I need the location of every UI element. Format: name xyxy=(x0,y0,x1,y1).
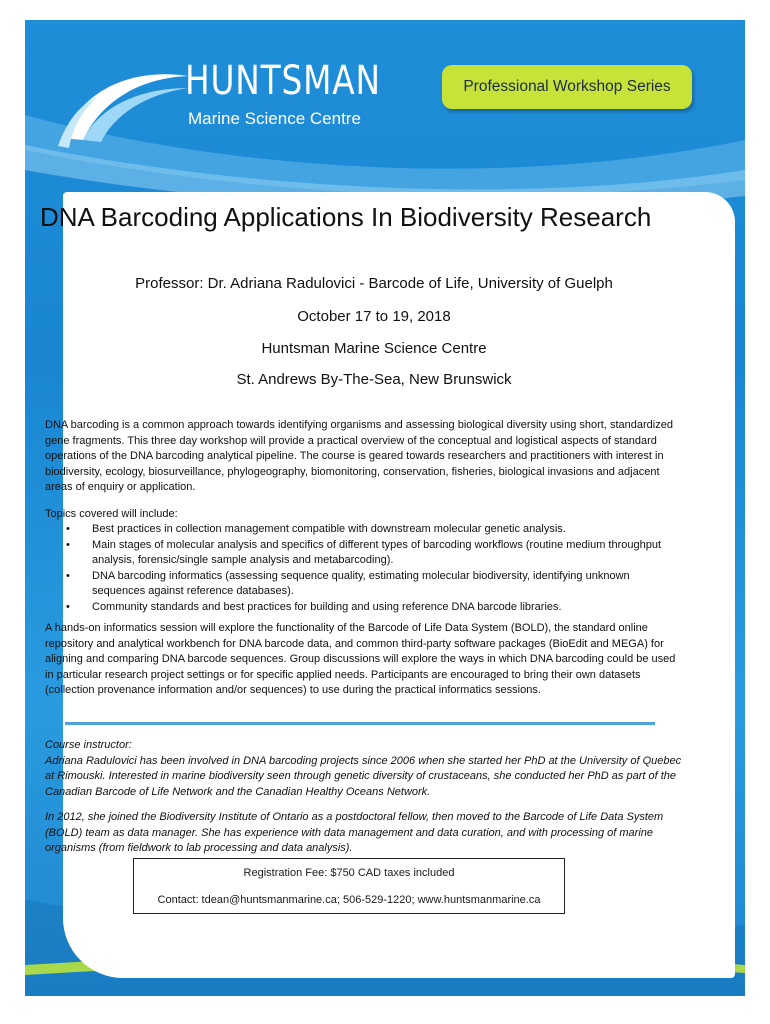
event-venue: Huntsman Marine Science Centre xyxy=(261,340,487,357)
logo-subtitle: Marine Science Centre xyxy=(188,109,361,128)
professor-line: Professor: Dr. Adriana Radulovici - Barcode of Life, University of Guelph xyxy=(135,275,613,292)
instructor-heading: Course instructor: xyxy=(45,739,132,751)
series-badge: Professional Workshop Series xyxy=(442,65,692,109)
bullet-icon: • xyxy=(66,569,70,582)
list-item: • DNA barcoding informatics (assessing sequence quality, estimating molecular biodiversity, identifying unknown sequences against reference databases). xyxy=(66,569,630,597)
hands-on-paragraph: A hands-on informatics session will explore the functionality of the Barcode of Life Data System (BOLD), the standard online repository and analytical workbench for DNA barcode data, and common third-party software packages (BioEdit and MEGA) for aligning and comparing DNA barcode sequences. Group discussions will explore the ways in which DNA barcoding could be used in particular research project settings or for specific applied needs. Participants are encouraged to bring their own datasets (collection provenance information and/or sequences) to use during the practical informatics sessions. xyxy=(45,622,676,696)
huntsman-logo-icon xyxy=(53,58,193,148)
section-divider xyxy=(65,722,655,725)
registration-box xyxy=(133,858,565,914)
instructor-bio-2: In 2012, she joined the Biodiversity Institute of Ontario as a postdoctoral fellow, then moved to the Barcode of Life Data System (BOLD) team as data manager. She has experience with data management and data curation, and with processing of marine organisms (from fieldwork to lab processing and data analysis). xyxy=(45,811,664,854)
bullet-icon: • xyxy=(66,523,70,535)
intro-paragraph: DNA barcoding is a common approach towards identifying organisms and assessing biological diversity using short, standardized gene fragments. This three day workshop will provide a practical overview of the conceptual and logistical aspects of standard operations of the DNA barcoding analytical pipeline. The course is geared towards researchers and practitioners with interest in biodiversity, ecology, biosurveillance, phylogeography, biomonitoring, conservation, fisheries, biological invasions and adjacent areas of enquiry or application. xyxy=(45,419,673,493)
logo-title: HUNTSMAN xyxy=(185,58,381,104)
bullet-icon: • xyxy=(66,538,70,551)
contact-info: Contact: tdean@huntsmanmarine.ca; 506-529-1220; www.huntsmanmarine.ca xyxy=(157,894,541,906)
list-item: • Main stages of molecular analysis and specifics of different types of barcoding workflows (routine medium throughput analysis, forensic/single sample analysis and metabarcoding). xyxy=(66,538,662,566)
topics-heading: Topics covered will include: xyxy=(45,507,178,520)
event-location: St. Andrews By-The-Sea, New Brunswick xyxy=(236,371,512,388)
registration-fee: Registration Fee: $750 CAD taxes included xyxy=(243,867,455,879)
bullet-icon: • xyxy=(66,600,70,613)
instructor-bio-1: Adriana Radulovici has been involved in DNA barcoding projects since 2006 when she started her PhD at the University of Quebec at Rimouski. Interested in marine biodiversity seen through genetic diversity of crustaceans, she conducted her PhD as part of the Canadian Barcode of Life Network and the Canadian Healthy Oceans Network. xyxy=(45,754,682,798)
description-block xyxy=(45,418,685,699)
page-title: DNA Barcoding Applications In Biodiversity Research xyxy=(40,202,652,232)
event-dates: October 17 to 19, 2018 xyxy=(297,308,451,325)
list-item: • Community standards and best practices for building and using reference DNA barcode libraries. xyxy=(45,600,685,616)
topics-list xyxy=(45,522,685,615)
list-item: • Best practices in collection management compatible with downstream molecular genetic analysis. xyxy=(45,522,685,538)
instructor-block xyxy=(45,738,685,857)
